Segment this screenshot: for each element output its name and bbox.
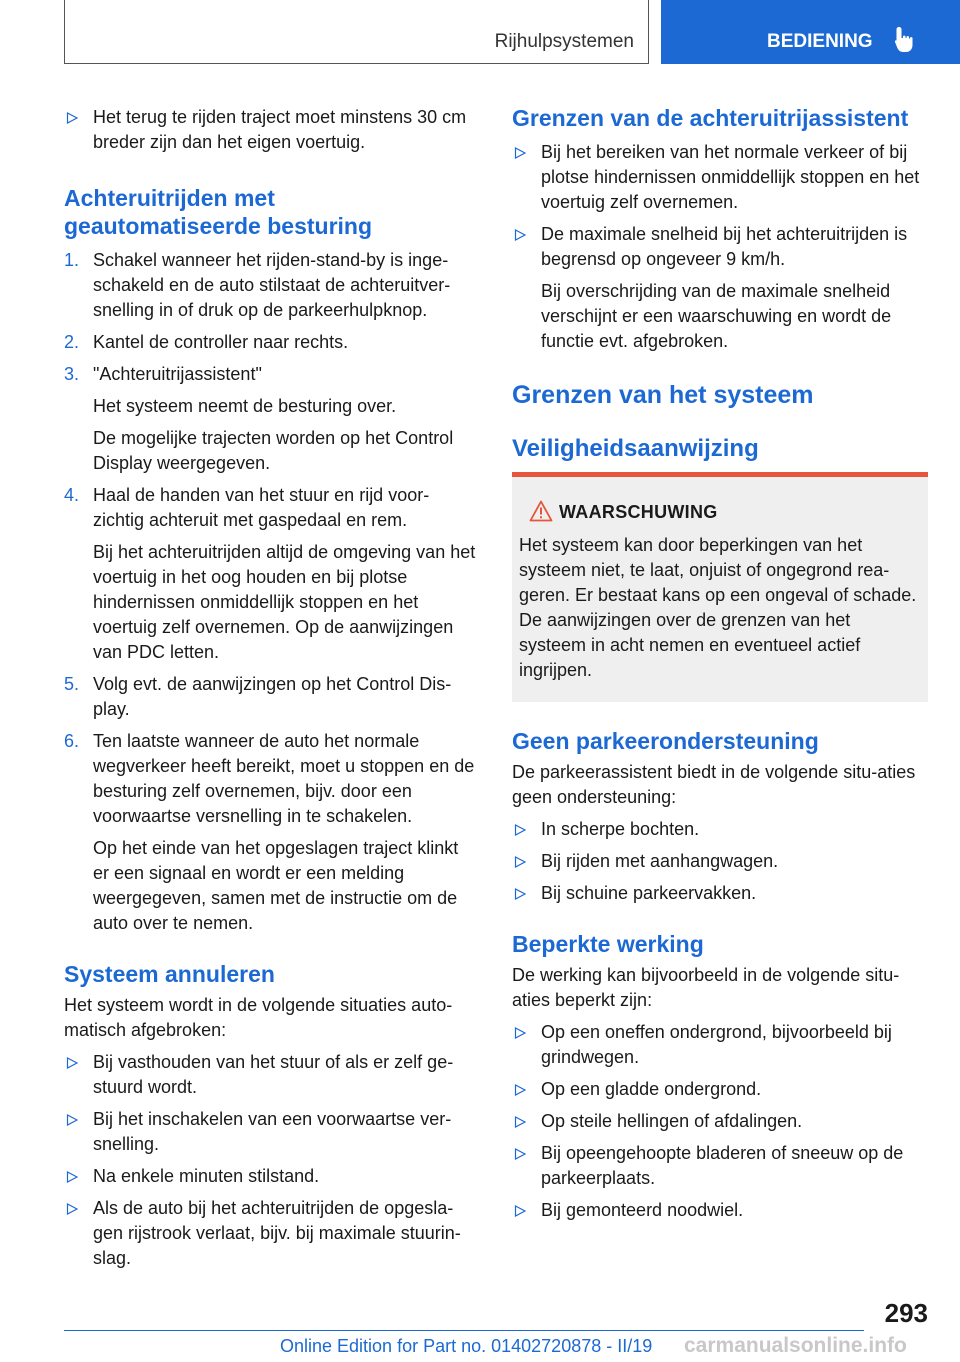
- footer-edition: Online Edition for Part no. 01402720878 - II/19: [280, 1336, 653, 1356]
- step-note: De mogelijke trajecten worden op het Control Display weergegeven.: [93, 428, 454, 473]
- list-item-text: Bij schuine parkeervakken.: [541, 883, 757, 903]
- triangle-right-outline-icon: [514, 1205, 526, 1217]
- triangle-right-outline-icon: [66, 1114, 78, 1126]
- step-number: 6.: [64, 731, 80, 751]
- list-item: [512, 1077, 930, 1102]
- list-item-text: Als de auto bij het achteruitrijden de opgesla-gen rijstrook verlaat, bijv. bij maximale stuurin-slag.: [93, 1198, 461, 1268]
- intro-bullet-list: [64, 105, 479, 155]
- triangle-right-outline-icon: [514, 888, 526, 900]
- triangle-right-outline-icon: [514, 824, 526, 836]
- triangle-right-outline-icon: [66, 1171, 78, 1183]
- step-item: [64, 330, 479, 355]
- step-item: [64, 362, 479, 476]
- list-item: [64, 1107, 479, 1157]
- list-item-text: Bij gemonteerd noodwiel.: [541, 1200, 744, 1220]
- list-item-text: Bij rijden met aanhangwagen.: [541, 851, 779, 871]
- list-item-text: Na enkele minuten stilstand.: [93, 1166, 320, 1186]
- triangle-right-outline-icon: [66, 112, 78, 124]
- list-item-text: Bij het inschakelen van een voorwaartse ver-snelling.: [93, 1109, 452, 1154]
- limited-list: [512, 1020, 930, 1223]
- right-column-lower: [512, 727, 930, 1223]
- limits-assistant-list: [512, 140, 930, 354]
- step-number: 2.: [64, 332, 80, 352]
- triangle-right-outline-icon: [514, 1148, 526, 1160]
- triangle-right-outline-icon: [514, 1116, 526, 1128]
- list-item: [64, 1050, 479, 1100]
- step-number: 3.: [64, 364, 80, 384]
- step-note: Op het einde van het opgeslagen traject klinkt er een signaal en wordt er een melding weergegeven, samen met de instructie om de auto over te nemen.: [93, 838, 459, 933]
- warning-box: [512, 472, 928, 702]
- limited-intro: De werking kan bijvoorbeeld in de volgende situ-aties beperkt zijn:: [512, 965, 900, 1010]
- section-heading-system-limits: Grenzen van het systeem: [512, 381, 814, 409]
- heading-line-2: geautomatiseerde besturing: [64, 213, 373, 239]
- warning-triangle-icon: [529, 500, 553, 522]
- section-heading-cancel: Systeem annuleren: [64, 961, 275, 987]
- footer-divider: [64, 1330, 864, 1331]
- left-column: [64, 100, 479, 1271]
- step-text: "Achteruitrijassistent": [93, 364, 262, 384]
- step-note: Bij het achteruitrijden altijd de omgeving van het voertuig in het oog houden en bij plotse hindernissen onmiddellijk stoppen en het voertuig zelf overnemen. Op de aanwijzingen van PDC letten.: [93, 542, 476, 662]
- section-heading-automated: [64, 184, 479, 240]
- step-note: Het systeem neemt de besturing over.: [93, 396, 397, 416]
- header-section-title: [64, 0, 649, 64]
- cancel-intro: Het systeem wordt in de volgende situaties auto-matisch afgebroken:: [64, 995, 453, 1040]
- triangle-right-outline-icon: [514, 229, 526, 241]
- list-item-note: Bij overschrijding van de maximale snelheid verschijnt er een waarschuwing en wordt de functie evt. afgebroken.: [541, 281, 892, 351]
- warning-title: [519, 499, 920, 525]
- section-heading-limited: Beperkte werking: [512, 931, 704, 957]
- triangle-right-outline-icon: [66, 1057, 78, 1069]
- right-column-upper: [512, 100, 930, 464]
- list-item-text: Op steile hellingen of afdalingen.: [541, 1111, 803, 1131]
- triangle-right-outline-icon: [514, 147, 526, 159]
- section-heading-limits-assistant: Grenzen van de achteruitrijassistent: [512, 105, 909, 131]
- step-item: [64, 729, 479, 936]
- chapter-title: BEDIENING: [767, 31, 873, 52]
- triangle-right-outline-icon: [66, 1203, 78, 1215]
- list-item: [512, 1109, 930, 1134]
- cancel-bullet-list: [64, 1050, 479, 1271]
- list-item: [64, 105, 479, 155]
- list-item-text: Op een gladde ondergrond.: [541, 1079, 762, 1099]
- warning-title-text: WAARSCHUWING: [559, 502, 718, 522]
- step-text: Haal de handen van het stuur en rijd voor-zichtig achteruit met gaspedaal en rem.: [93, 485, 430, 530]
- triangle-right-outline-icon: [514, 1027, 526, 1039]
- list-item-text: Bij vasthouden van het stuur of als er zelf ge-stuurd wordt.: [93, 1052, 454, 1097]
- section-heading-no-support: Geen parkeerondersteuning: [512, 728, 819, 754]
- list-item: [64, 1196, 479, 1271]
- list-item-text: Het terug te rijden traject moet minstens 30 cm breder zijn dan het eigen voertuig.: [93, 107, 467, 152]
- pointing-hand-icon: [894, 26, 918, 54]
- no-support-list: [512, 817, 930, 906]
- step-text: Volg evt. de aanwijzingen op het Control Dis-play.: [93, 674, 452, 719]
- step-number: 5.: [64, 674, 80, 694]
- list-item-text: Bij opeengehoopte bladeren of sneeuw op de parkeerplaats.: [541, 1143, 904, 1188]
- triangle-right-outline-icon: [514, 856, 526, 868]
- steps-list: [64, 248, 479, 936]
- list-item-text: In scherpe bochten.: [541, 819, 700, 839]
- no-support-intro: De parkeerassistent biedt in de volgende situ-aties geen ondersteuning:: [512, 762, 916, 807]
- warning-text: Het systeem kan door beperkingen van het systeem niet, te laat, onjuist of ongegrond rea-geren. Er bestaat kans op een ongeval of schade. De aanwijzingen over de grenzen van het systeem in acht nemen en eventueel actief ingrijpen.: [519, 535, 917, 680]
- list-item: [512, 817, 930, 842]
- list-item-text: Op een oneffen ondergrond, bijvoorbeeld bij grindwegen.: [541, 1022, 892, 1067]
- list-item-text: Bij het bereiken van het normale verkeer of bij plotse hindernissen onmiddellijk stoppen en het voertuig zelf overnemen.: [541, 142, 920, 212]
- step-text: Kantel de controller naar rechts.: [93, 332, 349, 352]
- step-item: [64, 248, 479, 323]
- list-item: [512, 1141, 930, 1191]
- watermark: carmanualsonline.info: [684, 1334, 907, 1357]
- list-item: [512, 222, 930, 354]
- step-number: 1.: [64, 250, 80, 270]
- triangle-right-outline-icon: [514, 1084, 526, 1096]
- list-item: [512, 1198, 930, 1223]
- list-item: [512, 140, 930, 215]
- step-item: [64, 672, 479, 722]
- list-item: [512, 849, 930, 874]
- subheading-safety: Veiligheidsaanwijzing: [512, 435, 759, 462]
- step-text: Schakel wanneer het rijden-stand-by is inge-schakeld en de auto stilstaat de achteruitver-snelling in of druk op de parkeerhulpknop.: [93, 250, 451, 320]
- step-text: Ten laatste wanneer de auto het normale wegverkeer heeft bereikt, moet u stoppen en de besturing zelf overnemen, bijv. door een voorwaartse versnelling in te schakelen.: [93, 731, 475, 826]
- header-chapter-tab: [661, 0, 960, 64]
- step-number: 4.: [64, 485, 80, 505]
- list-item: [64, 1164, 479, 1189]
- page-number: 293: [884, 1298, 928, 1328]
- list-item: [512, 881, 930, 906]
- step-item: [64, 483, 479, 665]
- heading-line-1: Achteruitrijden met: [64, 185, 275, 211]
- section-title: Rijhulpsystemen: [494, 31, 634, 52]
- list-item: [512, 1020, 930, 1070]
- list-item-text: De maximale snelheid bij het achteruitrijden is begrensd op ongeveer 9 km/h.: [541, 224, 908, 269]
